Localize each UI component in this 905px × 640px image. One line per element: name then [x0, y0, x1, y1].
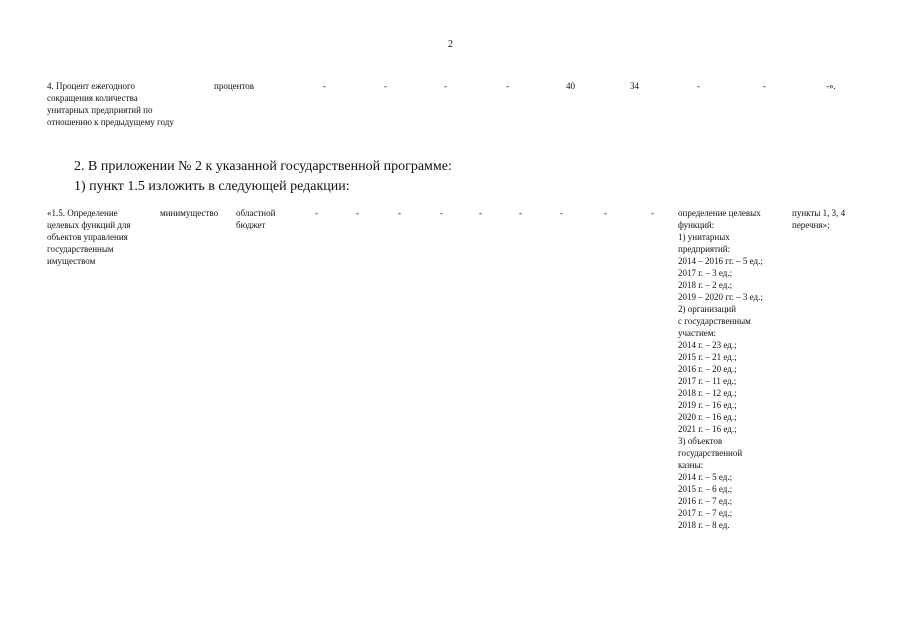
table1-value: -: [323, 81, 326, 91]
table2-source-line: бюджет: [236, 220, 266, 230]
table1-value: -: [697, 81, 700, 91]
table2-result-line: 2016 г. – 7 ед.;: [678, 496, 733, 506]
table2-dash: -: [356, 208, 359, 218]
paragraph-item-1-5: 1) пункт 1.5 изложить в следующей редакции:: [74, 179, 350, 194]
table2-dash: -: [651, 208, 654, 218]
table1-name-line: отношению к предыдущему году: [47, 117, 174, 127]
table1-value: -».: [826, 81, 836, 91]
table2-result-line: участием:: [678, 328, 716, 338]
table2-result-line: 2015 г. – 6 ед.;: [678, 484, 733, 494]
table2-result-line: государственной: [678, 448, 743, 458]
table2-result-line: 2020 г. – 16 ед.;: [678, 412, 737, 422]
table2-name-line: имуществом: [47, 256, 96, 266]
table2-result-line: 2018 г. – 2 ед.;: [678, 280, 733, 290]
table2-dash: -: [440, 208, 443, 218]
table2-result-line: 2019 г. – 16 ед.;: [678, 400, 737, 410]
table2-result-line: 2017 г. – 3 ед.;: [678, 268, 733, 278]
table2-result-line: 1) унитарных: [678, 232, 730, 242]
table2-executor: минимущество: [160, 208, 219, 218]
table2-result-line: функций:: [678, 220, 715, 230]
table1-unit: процентов: [214, 81, 255, 91]
table2-result-line: 2017 г. – 11 ед.;: [678, 376, 737, 386]
table2-result-line: 2014 – 2016 гг. – 5 ед.;: [678, 256, 763, 266]
paragraph-appendix-2: 2. В приложении № 2 к указанной государственной программе:: [74, 159, 452, 174]
table2-result-line: 2014 г. – 23 ед.;: [678, 340, 737, 350]
table1-value: 40: [566, 81, 575, 91]
table2-dash: -: [479, 208, 482, 218]
table2-result-line: 2) организаций: [678, 304, 737, 314]
table2-result-line: 2018 г. – 8 ед.: [678, 520, 730, 530]
table2-result-line: предприятий:: [678, 244, 731, 254]
table2-result-line: 2016 г. – 20 ед.;: [678, 364, 737, 374]
table1-indicator-name: [47, 80, 174, 128]
page-number: 2: [448, 39, 453, 50]
table2-result-line: с государственным: [678, 316, 751, 326]
table1-value: -: [384, 81, 387, 91]
table1-value: 34: [630, 81, 639, 91]
table2-dash: -: [398, 208, 401, 218]
table2-expected-result: [678, 207, 763, 531]
table1-value: -: [763, 81, 766, 91]
table2-activity-name: [47, 207, 131, 267]
table1-name-line: унитарных предприятий по: [47, 105, 153, 115]
table2-link-line: пункты 1, 3, 4: [792, 208, 846, 218]
table2-result-line: 2021 г. – 16 ед.;: [678, 424, 737, 434]
table2-result-line: казны:: [678, 460, 704, 470]
table2-dash: -: [315, 208, 318, 218]
table1-value: -: [444, 81, 447, 91]
table1-name-line: сокращения количества: [47, 93, 138, 103]
table2-funding-source: [236, 207, 275, 231]
table2-result-line: 2019 – 2020 гг. – 3 ед.;: [678, 292, 763, 302]
table2-dash: -: [604, 208, 607, 218]
table2-name-line: объектов управления: [47, 232, 128, 242]
table2-result-line: 2014 г. – 5 ед.;: [678, 472, 733, 482]
table2-related-indicators: [792, 207, 845, 231]
table2-link-line: перечня»;: [792, 220, 830, 230]
table2-result-line: определение целевых: [678, 208, 761, 218]
table2-dash: -: [519, 208, 522, 218]
table2-dash: -: [560, 208, 563, 218]
table1-name-line: 4. Процент ежегодного: [47, 81, 135, 91]
table2-result-line: 2015 г. – 21 ед.;: [678, 352, 737, 362]
table1-value: -: [506, 81, 509, 91]
table2-name-line: государственным: [47, 244, 114, 254]
table2-name-line: «1.5. Определение: [47, 208, 118, 218]
table2-source-line: областной: [236, 208, 276, 218]
table2-result-line: 2017 г. – 7 ед.;: [678, 508, 733, 518]
table2-result-line: 2018 г. – 12 ед.;: [678, 388, 737, 398]
table2-name-line: целевых функций для: [47, 220, 131, 230]
table2-result-line: 3) объектов: [678, 436, 723, 446]
